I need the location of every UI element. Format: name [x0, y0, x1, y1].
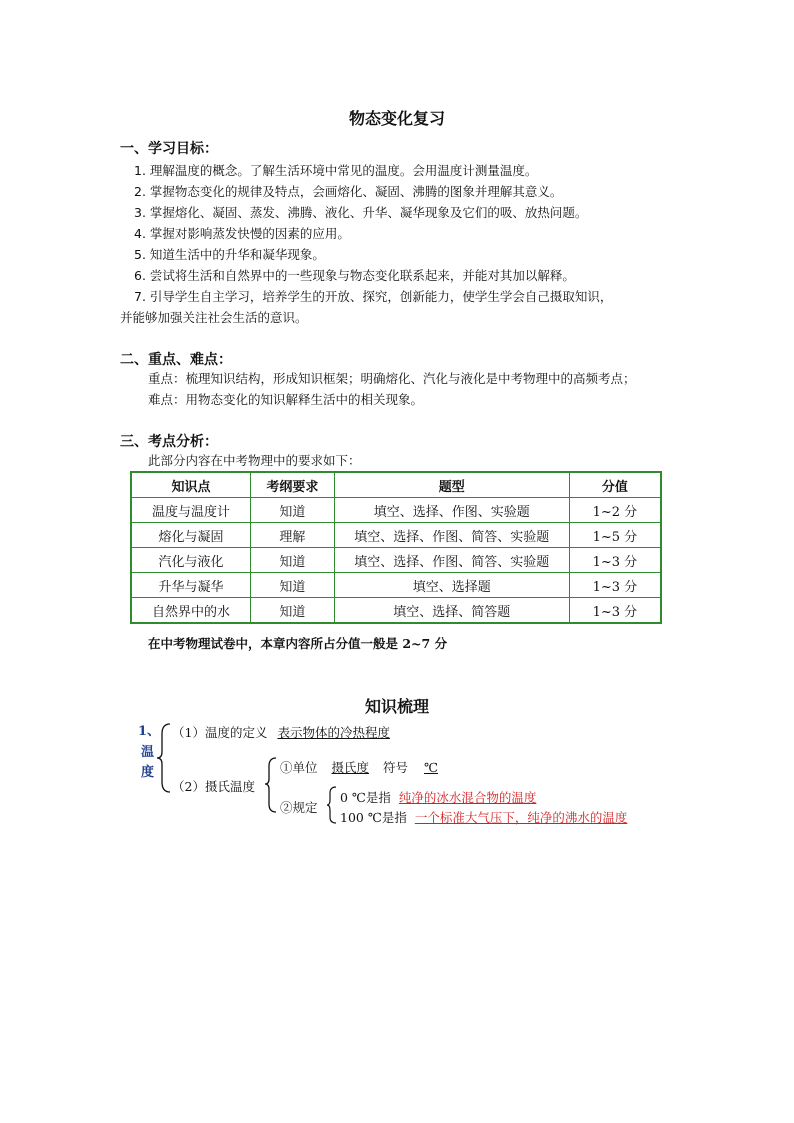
table-cell: 填空、选择、作图、简答、实验题 — [334, 523, 569, 548]
section-heading-analysis: 三、考点分析： — [120, 434, 218, 450]
objective-item: 1. 理解温度的概念。了解生活环境中常见的温度。会用温度计测量温度。 — [134, 163, 538, 178]
definition-value: 表示物体的冷热程度 — [277, 725, 390, 740]
table-cell: 填空、选择、作图、简答、实验题 — [334, 548, 569, 573]
unit-label: ①单位 — [280, 760, 318, 775]
topic-char: 度 — [141, 765, 155, 780]
page-title: 物态变化复习 — [348, 109, 445, 128]
zero-rule-value: 纯净的冰水混合物的温度 — [398, 790, 537, 805]
table-header-cell: 题型 — [334, 472, 569, 498]
table-row — [131, 548, 661, 573]
table-cell: 知道 — [251, 548, 335, 573]
unit-value: 摄氏度 — [331, 760, 370, 775]
table-row — [131, 573, 661, 598]
hundred-rule-line — [340, 808, 629, 826]
hundred-rule-label: 100 ℃是指 — [340, 810, 407, 825]
table-row — [131, 498, 661, 523]
table-header-cell: 知识点 — [131, 472, 251, 498]
table-row — [131, 598, 661, 624]
table-cell: 熔化与凝固 — [131, 523, 251, 548]
exam-points-table — [130, 471, 662, 624]
table-cell: 1~2 分 — [569, 498, 661, 523]
knowledge-title: 知识梳理 — [364, 697, 429, 716]
key-point-text: 重点：梳理知识结构，形成知识框架；明确熔化、汽化与液化是中考物理中的高频考点； — [148, 371, 636, 386]
outer-brace — [156, 722, 172, 794]
objective-item: 5. 知道生活中的升华和凝华现象。 — [134, 247, 325, 262]
table-cell: 自然界中的水 — [131, 598, 251, 624]
table-cell: 1~3 分 — [569, 598, 661, 624]
objective-continuation: 并能够加强关注社会生活的意识。 — [120, 310, 308, 325]
symbol-label: 符号 — [383, 760, 409, 775]
objective-item: 6. 尝试将生活和自然界中的一些现象与物态变化联系起来，并能对其加以解释。 — [134, 268, 575, 283]
zero-rule-label: 0 ℃是指 — [340, 790, 391, 805]
table-cell: 升华与凝华 — [131, 573, 251, 598]
score-note: 在中考物理试卷中，本章内容所占分值一般是 2~7 分 — [148, 636, 448, 651]
objective-item: 2. 掌握物态变化的规律及特点，会画熔化、凝固、沸腾的图象并理解其意义。 — [134, 184, 563, 199]
hundred-rule-value: 一个标准大气压下，纯净的沸水的温度 — [414, 810, 628, 825]
table-cell: 汽化与液化 — [131, 548, 251, 573]
objective-item: 7. 引导学生自主学习，培养学生的开放、探究，创新能力，使学生学会自己摄取知识， — [134, 289, 613, 304]
zero-rule-line — [340, 788, 544, 806]
section-heading-objectives: 一、学习目标： — [120, 141, 218, 157]
section-heading-keypoints: 二、重点、难点： — [120, 352, 232, 368]
definition-line — [172, 723, 412, 741]
table-cell: 知道 — [251, 573, 335, 598]
topic-char: 温 — [141, 745, 155, 760]
rule-brace — [326, 785, 338, 825]
symbol-value: ℃ — [424, 760, 438, 775]
analysis-intro: 此部分内容在中考物理中的要求如下： — [148, 453, 361, 468]
objective-item: 3. 掌握熔化、凝固、蒸发、沸腾、液化、升华、凝华现象及它们的吸、放热问题。 — [134, 205, 588, 220]
table-row — [131, 523, 661, 548]
celsius-label: （2）摄氏温度 — [172, 779, 255, 794]
unit-line — [280, 758, 444, 776]
table-cell: 1~3 分 — [569, 573, 661, 598]
objective-item: 4. 掌握对影响蒸发快慢的因素的应用。 — [134, 226, 350, 241]
table-cell: 知道 — [251, 598, 335, 624]
table-cell: 知道 — [251, 498, 335, 523]
table-header-cell: 考纲要求 — [251, 472, 335, 498]
table-cell: 填空、选择、作图、实验题 — [334, 498, 569, 523]
table-cell: 填空、选择题 — [334, 573, 569, 598]
table-cell: 填空、选择、简答题 — [334, 598, 569, 624]
difficult-point-text: 难点：用物态变化的知识解释生活中的相关现象。 — [148, 392, 424, 407]
definition-label: （1）温度的定义 — [172, 725, 268, 740]
table-header-cell: 分值 — [569, 472, 661, 498]
rule-label: ②规定 — [280, 800, 318, 815]
table-header-row — [131, 472, 661, 498]
table-cell: 温度与温度计 — [131, 498, 251, 523]
table-cell: 理解 — [251, 523, 335, 548]
celsius-brace — [264, 756, 278, 814]
table-cell: 1~5 分 — [569, 523, 661, 548]
item-number: 1、 — [138, 724, 161, 739]
table-cell: 1~3 分 — [569, 548, 661, 573]
